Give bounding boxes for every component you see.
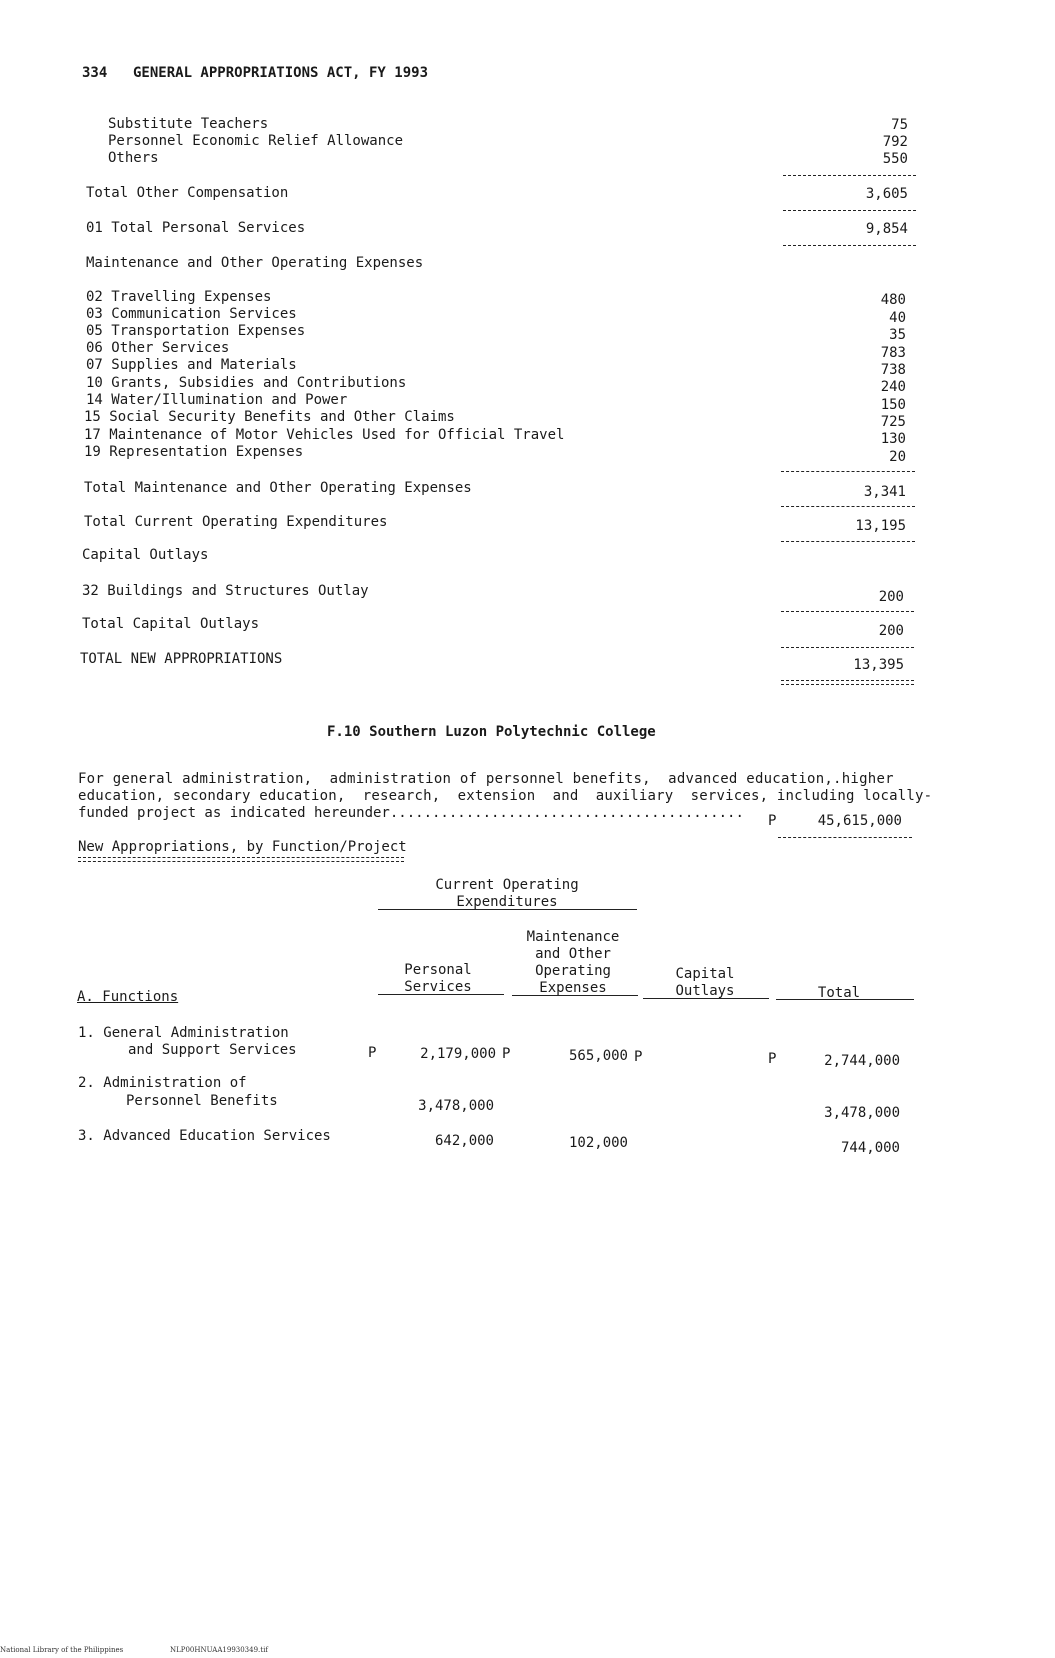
list-item-label: 02 Travelling Expenses: [86, 289, 272, 305]
list-item-label: 07 Supplies and Materials: [86, 357, 297, 373]
total-amount: 3,341: [863, 484, 906, 500]
list-item-label: 15 Social Security Benefits and Other Claims: [84, 409, 455, 425]
table-cell-total: 744,000: [840, 1140, 900, 1156]
column-group-header: Expenditures: [456, 894, 558, 910]
list-item-label: 32 Buildings and Structures Outlay: [82, 583, 369, 599]
section-heading: Maintenance and Other Operating Expenses: [86, 255, 424, 271]
total-amount: 13,195: [855, 518, 906, 534]
currency-symbol: P: [634, 1049, 643, 1065]
list-item-amount: 725: [880, 414, 906, 430]
column-header-mooe: and Other: [535, 946, 611, 962]
table-cell-total: 3,478,000: [824, 1105, 900, 1121]
list-item-amount: 792: [882, 134, 908, 150]
table-cell-mooe: 102,000: [568, 1135, 628, 1151]
subtotal-rule: [781, 541, 915, 542]
subtotal-rule: [778, 837, 912, 838]
list-item-amount: 200: [878, 589, 904, 605]
list-item-label: 17 Maintenance of Motor Vehicles Used for Official Travel: [84, 427, 565, 443]
list-item-amount: 35: [889, 327, 906, 343]
list-item-label: Personnel Economic Relief Allowance: [108, 133, 404, 149]
column-header-rule: [512, 995, 638, 996]
table-row-label: 2. Administration of: [78, 1075, 247, 1091]
currency-symbol: P: [368, 1045, 377, 1061]
table-row-label: and Support Services: [128, 1042, 297, 1058]
list-item-amount: 40: [889, 310, 906, 326]
list-item-amount: 783: [880, 345, 906, 361]
table-row-label: 3. Advanced Education Services: [78, 1128, 331, 1144]
list-item-label: 10 Grants, Subsidies and Contributions: [86, 375, 407, 391]
list-item-label: 14 Water/Illumination and Power: [86, 392, 348, 408]
total-label: 01 Total Personal Services: [86, 220, 306, 236]
column-group-header: Current Operating: [435, 877, 579, 893]
total-label: Total Maintenance and Other Operating Expenses: [84, 480, 472, 496]
description-line: education, secondary education, research, extension and auxiliary services, including locally-: [78, 788, 933, 804]
column-header-capital: Outlays: [675, 983, 735, 999]
currency-symbol: P: [502, 1046, 511, 1062]
column-header-capital: Capital: [675, 966, 735, 982]
subtotal-rule: [783, 175, 916, 176]
total-label: Total Capital Outlays: [82, 616, 260, 632]
appropriation-total: 45,615,000: [817, 813, 902, 829]
subtotal-rule: [783, 245, 916, 246]
column-header-rule: [378, 994, 504, 995]
list-item-amount: 75: [891, 117, 908, 133]
table-cell-personal: 642,000: [434, 1133, 494, 1149]
table-cell-total: 2,744,000: [824, 1053, 900, 1069]
subtotal-rule: [781, 611, 914, 612]
list-item-amount: 550: [882, 151, 908, 167]
functions-label: A. Functions: [77, 989, 179, 1005]
description-line: funded project as indicated hereunder..........................................: [78, 805, 744, 821]
list-item-amount: 738: [880, 362, 906, 378]
currency-symbol: P: [768, 1051, 777, 1067]
table-cell-personal: 3,478,000: [418, 1098, 494, 1114]
subtotal-rule: [781, 471, 915, 472]
description-line: For general administration, administration of personnel benefits, advanced education,.higher: [78, 771, 894, 787]
grand-total-amount: 13,395: [853, 657, 904, 673]
column-header-mooe: Maintenance: [526, 929, 620, 945]
table-cell-personal: 2,179,000: [420, 1046, 496, 1062]
subtotal-rule: [781, 647, 914, 648]
list-item-label: 06 Other Services: [86, 340, 230, 356]
column-group-rule: [378, 909, 637, 910]
list-item-label: 03 Communication Services: [86, 306, 297, 322]
subtotal-rule: [781, 506, 915, 507]
list-item-label: Substitute Teachers: [108, 116, 269, 132]
list-item-amount: 130: [880, 431, 906, 447]
list-item-amount: 240: [880, 379, 906, 395]
total-label: Total Other Compensation: [86, 185, 289, 201]
table-cell-mooe: 565,000: [568, 1048, 628, 1064]
column-header-total: Total: [817, 985, 861, 1001]
column-header-mooe: Operating: [535, 963, 611, 979]
grand-total-double-rule: [781, 680, 914, 685]
column-header-rule: [776, 999, 914, 1000]
total-amount: 9,854: [865, 221, 908, 237]
list-item-label: 19 Representation Expenses: [84, 444, 304, 460]
list-item-amount: 480: [880, 292, 906, 308]
column-header-rule: [643, 998, 769, 999]
section-title: F.10 Southern Luzon Polytechnic College: [327, 724, 656, 740]
grand-total-label: TOTAL NEW APPROPRIATIONS: [80, 651, 283, 667]
list-item-label: 05 Transportation Expenses: [86, 323, 306, 339]
table-row-label: 1. General Administration: [78, 1025, 289, 1041]
page-title: GENERAL APPROPRIATIONS ACT, FY 1993: [133, 65, 429, 81]
section-heading: Capital Outlays: [82, 547, 209, 563]
subheading: New Appropriations, by Function/Project: [78, 839, 407, 855]
table-row-label: Personnel Benefits: [126, 1093, 278, 1109]
page-number: 334: [82, 65, 108, 81]
total-amount: 200: [878, 623, 904, 639]
column-header-personal: Personal: [404, 962, 472, 978]
currency-symbol: P: [768, 813, 777, 829]
total-amount: 3,605: [865, 186, 908, 202]
total-label: Total Current Operating Expenditures: [84, 514, 388, 530]
list-item-amount: 150: [880, 397, 906, 413]
subtotal-rule: [783, 210, 916, 211]
column-header-mooe: Expenses: [539, 980, 607, 996]
footer-library: National Library of the Philippines: [0, 1646, 124, 1654]
column-header-personal: Services: [404, 979, 472, 995]
footer-file-id: NLP00HNUAA19930349.tif: [170, 1646, 268, 1654]
list-item-label: Others: [108, 150, 159, 166]
subheading-double-rule: [78, 857, 404, 862]
list-item-amount: 20: [889, 449, 906, 465]
